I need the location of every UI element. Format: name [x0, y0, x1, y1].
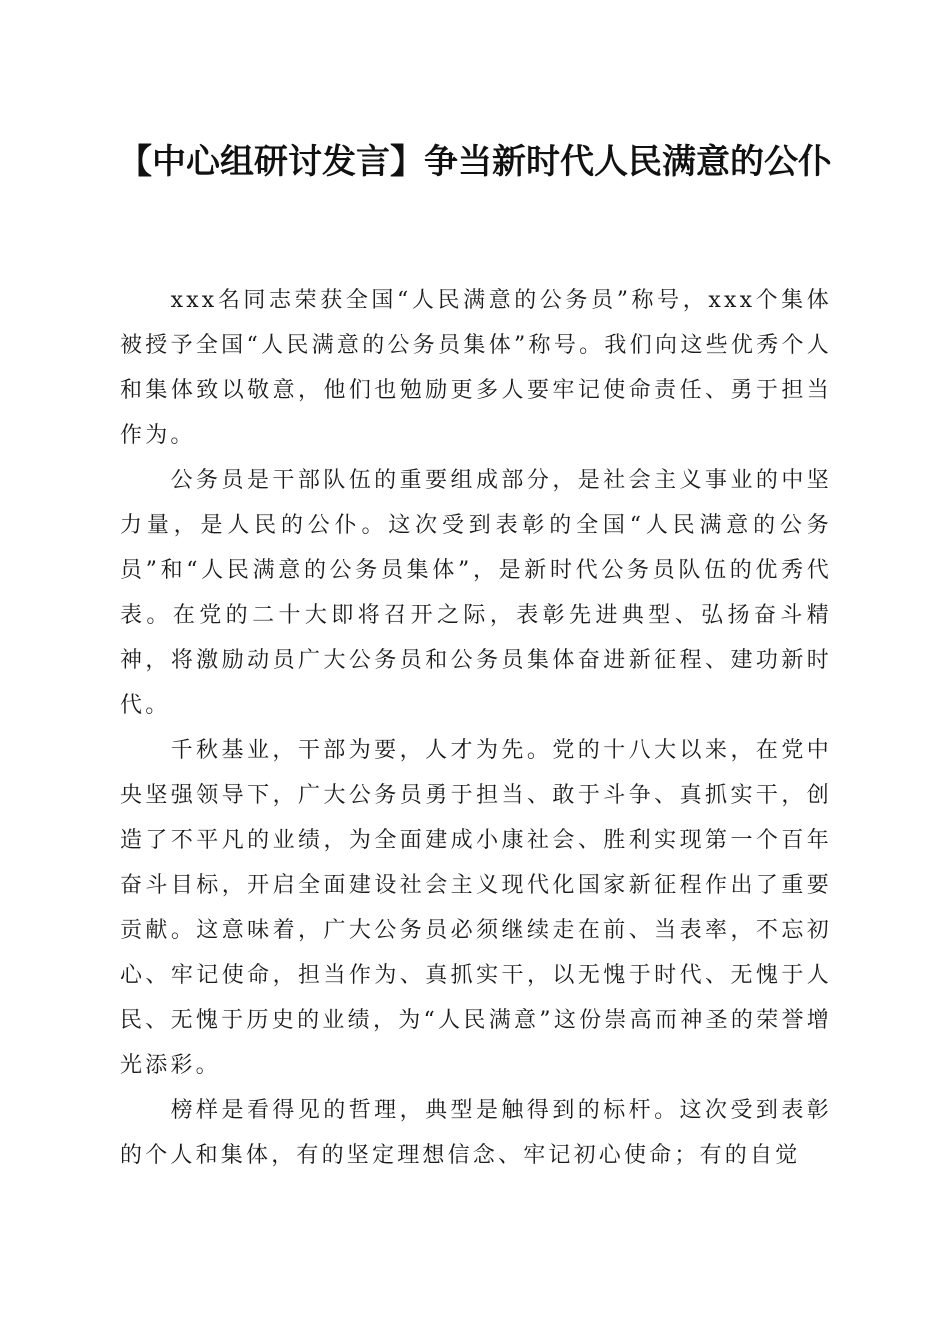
document-body	[120, 278, 832, 1178]
document-title: 【中心组研讨发言】争当新时代人民满意的公仆	[118, 142, 832, 182]
paragraph: 公务员是干部队伍的重要组成部分，是社会主义事业的中坚力量，是人民的公仆。这次受到表彰的全国“人民满意的公务员”和“人民满意的公务员集体”，是新时代公务员队伍的优秀代表。在党的二十大即将召开之际，表彰先进典型、弘扬奋斗精神，将激励动员广大公务员和公务员集体奋进新征程、建功新时代。	[120, 468, 832, 718]
paragraph: 千秋基业，干部为要，人才为先。党的十八大以来，在党中央坚强领导下，广大公务员勇于担当、敢于斗争、真抓实干，创造了不平凡的业绩，为全面建成小康社会、胜利实现第一个百年奋斗目标，开启全面建设社会主义现代化国家新征程作出了重要贡献。这意味着，广大公务员必须继续走在前、当表率，不忘初心、牢记使命，担当作为、真抓实干，以无愧于时代、无愧于人民、无愧于历史的业绩，为“人民满意”这份崇高而神圣的荣誉增光添彩。	[120, 738, 832, 1078]
paragraph: 榜样是看得见的哲理，典型是触得到的标杆。这次受到表彰的个人和集体，有的坚定理想信念、牢记初心使命；有的自觉	[120, 1098, 832, 1168]
paragraph: xxx名同志荣获全国“人民满意的公务员”称号，xxx个集体被授予全国“人民满意的公务员集体”称号。我们向这些优秀个人和集体致以敬意，他们也勉励更多人要牢记使命责任、勇于担当作为。	[120, 288, 832, 448]
